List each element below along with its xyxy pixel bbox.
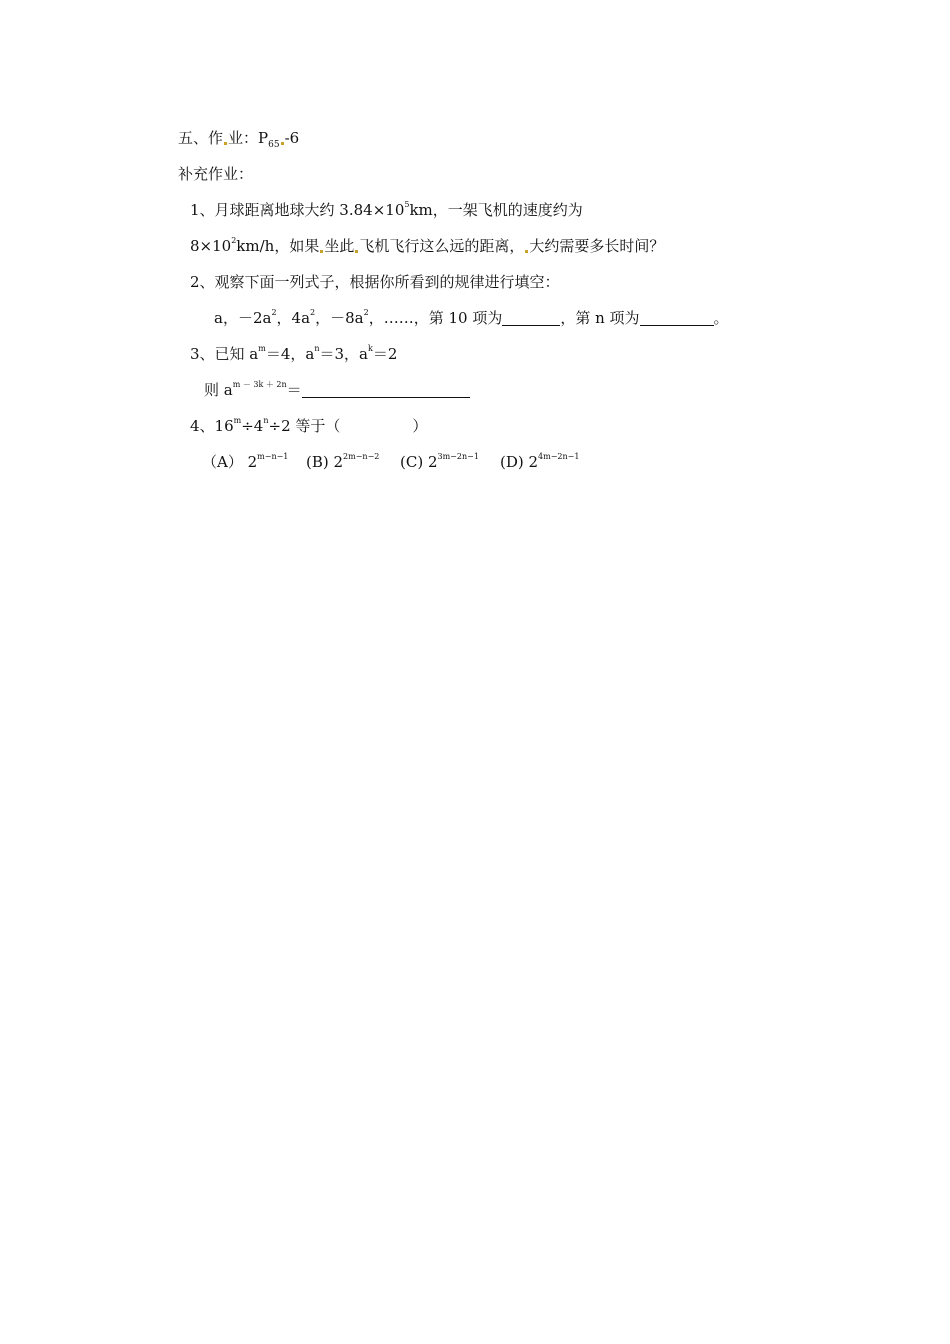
question-3-line-1: 3、已知 $a^m=4$，$a^n=3$，$a^k=2$ xyxy=(190,344,398,363)
question-4-stem: 4、$16^m\div 4^n\div 2$ 等于（ ） xyxy=(190,416,428,435)
answer-blank-nth[interactable] xyxy=(640,311,714,326)
question-4-options xyxy=(202,452,579,472)
question-2-sequence: a，$-2a^2$，$4a^2$，$-8a^2$，……，第 10 项为 ，第 n 项为 。 xyxy=(214,308,729,327)
marker-dot xyxy=(320,250,323,253)
marker-dot xyxy=(224,142,227,145)
question-2-line-1: 2、观察下面一列式子，根据你所看到的规律进行填空： xyxy=(190,273,560,291)
marker-dot xyxy=(525,250,528,253)
option-d[interactable]: (D) $2^{4m-2n-1}$ xyxy=(500,452,580,471)
answer-blank-q3[interactable] xyxy=(302,383,470,398)
option-b[interactable]: (B) $2^{2m-n-2}$ xyxy=(306,452,380,471)
marker-dot xyxy=(281,142,284,145)
question-1-line-1: 1、月球距离地球大约 $3.84\times 10^5km$，一架飞机的速度约为 xyxy=(190,200,583,219)
supplement-title: 补充作业： xyxy=(178,165,254,183)
marker-dot xyxy=(355,250,358,253)
question-1-line-2: $8\times 10^2km/h$，如果 坐此 飞机飞行这么远的距离， 大约需要多长时间？ xyxy=(190,236,665,255)
option-c[interactable]: (C) $2^{3m-2n-1}$ xyxy=(400,452,479,471)
homework-heading: 五、作 业：$P_{65}$ -6 xyxy=(178,129,300,150)
question-3-line-2: 则 $a^{m - 3k + 2n}=$ xyxy=(204,380,470,400)
option-a[interactable]: （A） $2^{m-n-1}$ xyxy=(202,452,289,471)
answer-blank-10th[interactable] xyxy=(502,311,560,326)
